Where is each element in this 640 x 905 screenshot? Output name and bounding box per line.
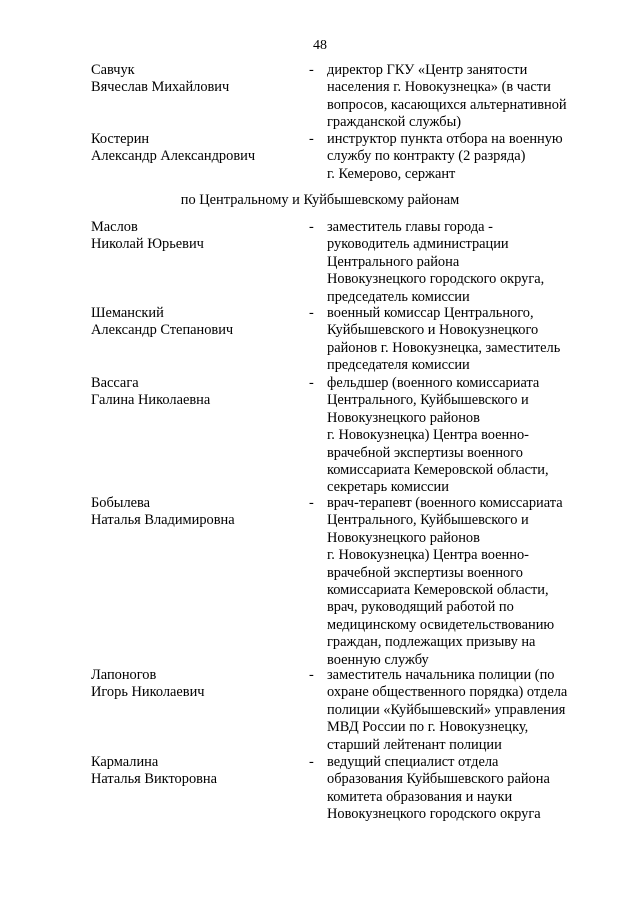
position-line: населения г. Новокузнецка» (в части xyxy=(327,79,551,96)
position-line: врачебной экспертизы военного xyxy=(327,564,523,581)
dash-separator: - xyxy=(309,131,314,147)
position-line: ведущий специалист отдела xyxy=(327,754,499,770)
member-surname: Костерин xyxy=(91,131,150,147)
position-line: заместитель начальника полиции (по xyxy=(327,667,555,683)
member-surname: Вассага xyxy=(91,375,139,391)
member-name xyxy=(91,667,306,702)
position-line: военную службу xyxy=(327,651,429,668)
position-line: врач, руководящий работой по xyxy=(327,599,514,616)
position-line: охране общественного порядка) отдела xyxy=(327,684,568,701)
position-line: председателя комиссии xyxy=(327,357,470,374)
member-given-names: Игорь Николаевич xyxy=(91,684,205,701)
position-line: вопросов, касающихся альтернативной xyxy=(327,96,567,113)
member-position xyxy=(327,667,592,754)
dash-separator: - xyxy=(309,754,314,770)
member-given-names: Николай Юрьевич xyxy=(91,236,204,253)
dash-separator: - xyxy=(309,62,314,78)
member-given-names: Александр Степанович xyxy=(91,322,234,339)
member-name xyxy=(91,131,306,166)
position-line: полиции «Куйбышевский» управления xyxy=(327,701,566,718)
member-position xyxy=(327,219,592,306)
member-position xyxy=(327,495,592,669)
position-line: Центрального района xyxy=(327,253,460,270)
member-name xyxy=(91,375,306,410)
dash-separator: - xyxy=(309,667,314,683)
member-surname: Савчук xyxy=(91,62,135,78)
position-line: г. Кемерово, сержант xyxy=(327,165,456,182)
member-position xyxy=(327,62,592,132)
position-line: фельдшер (военного комиссариата xyxy=(327,375,540,391)
member-name xyxy=(91,305,306,340)
member-surname: Лапоногов xyxy=(91,667,157,683)
member-position xyxy=(327,131,592,183)
member-name xyxy=(91,495,306,530)
page-number: 48 xyxy=(313,38,327,53)
position-line: директор ГКУ «Центр занятости xyxy=(327,62,528,78)
position-line: Центрального, Куйбышевского и xyxy=(327,512,529,529)
member-name xyxy=(91,62,306,97)
position-line: службу по контракту (2 разряда) xyxy=(327,148,526,165)
member-position xyxy=(327,754,592,824)
position-line: Куйбышевского и Новокузнецкого xyxy=(327,322,539,339)
position-line: военный комиссар Центрального, xyxy=(327,305,534,321)
position-line: врач-терапевт (военного комиссариата xyxy=(327,495,563,511)
dash-separator: - xyxy=(309,375,314,391)
position-line: районов г. Новокузнецка, заместитель xyxy=(327,339,561,356)
position-line: медицинскому освидетельствованию xyxy=(327,616,555,633)
position-line: г. Новокузнецка) Центра военно- xyxy=(327,547,529,564)
position-line: комитета образования и науки xyxy=(327,788,513,805)
position-line: Новокузнецкого городского округа, xyxy=(327,271,545,288)
section-heading: по Центральному и Куйбышевскому районам xyxy=(180,192,460,208)
dash-separator: - xyxy=(309,305,314,321)
member-given-names: Наталья Викторовна xyxy=(91,771,218,788)
position-line: Новокузнецкого районов xyxy=(327,409,480,426)
member-position xyxy=(327,305,592,375)
position-line: руководитель администрации xyxy=(327,236,509,253)
position-line: заместитель главы города - xyxy=(327,219,493,235)
member-given-names: Александр Александрович xyxy=(91,148,256,165)
member-given-names: Галина Николаевна xyxy=(91,392,211,409)
dash-separator: - xyxy=(309,495,314,511)
position-line: Центрального, Куйбышевского и xyxy=(327,392,529,409)
position-line: инструктор пункта отбора на военную xyxy=(327,131,563,147)
member-surname: Маслов xyxy=(91,219,138,235)
position-line: граждан, подлежащих призыву на xyxy=(327,634,536,651)
member-surname: Шеманский xyxy=(91,305,164,321)
position-line: врачебной экспертизы военного xyxy=(327,444,523,461)
member-surname: Бобылева xyxy=(91,495,151,511)
member-position xyxy=(327,375,592,497)
dash-separator: - xyxy=(309,219,314,235)
member-surname: Кармалина xyxy=(91,754,159,770)
position-line: Новокузнецкого городского округа xyxy=(327,806,541,823)
member-name xyxy=(91,754,306,789)
position-line: комиссариата Кемеровской области, xyxy=(327,582,549,599)
position-line: секретарь комиссии xyxy=(327,479,449,496)
member-given-names: Наталья Владимировна xyxy=(91,512,235,529)
member-name xyxy=(91,219,306,254)
position-line: комиссариата Кемеровской области, xyxy=(327,462,549,479)
position-line: председатель комиссии xyxy=(327,288,470,305)
position-line: гражданской службы) xyxy=(327,114,462,131)
position-line: старший лейтенант полиции xyxy=(327,736,502,753)
member-given-names: Вячеслав Михайлович xyxy=(91,79,230,96)
position-line: МВД России по г. Новокузнецку, xyxy=(327,719,529,736)
position-line: образования Куйбышевского района xyxy=(327,771,550,788)
position-line: г. Новокузнецка) Центра военно- xyxy=(327,427,529,444)
position-line: Новокузнецкого районов xyxy=(327,529,480,546)
